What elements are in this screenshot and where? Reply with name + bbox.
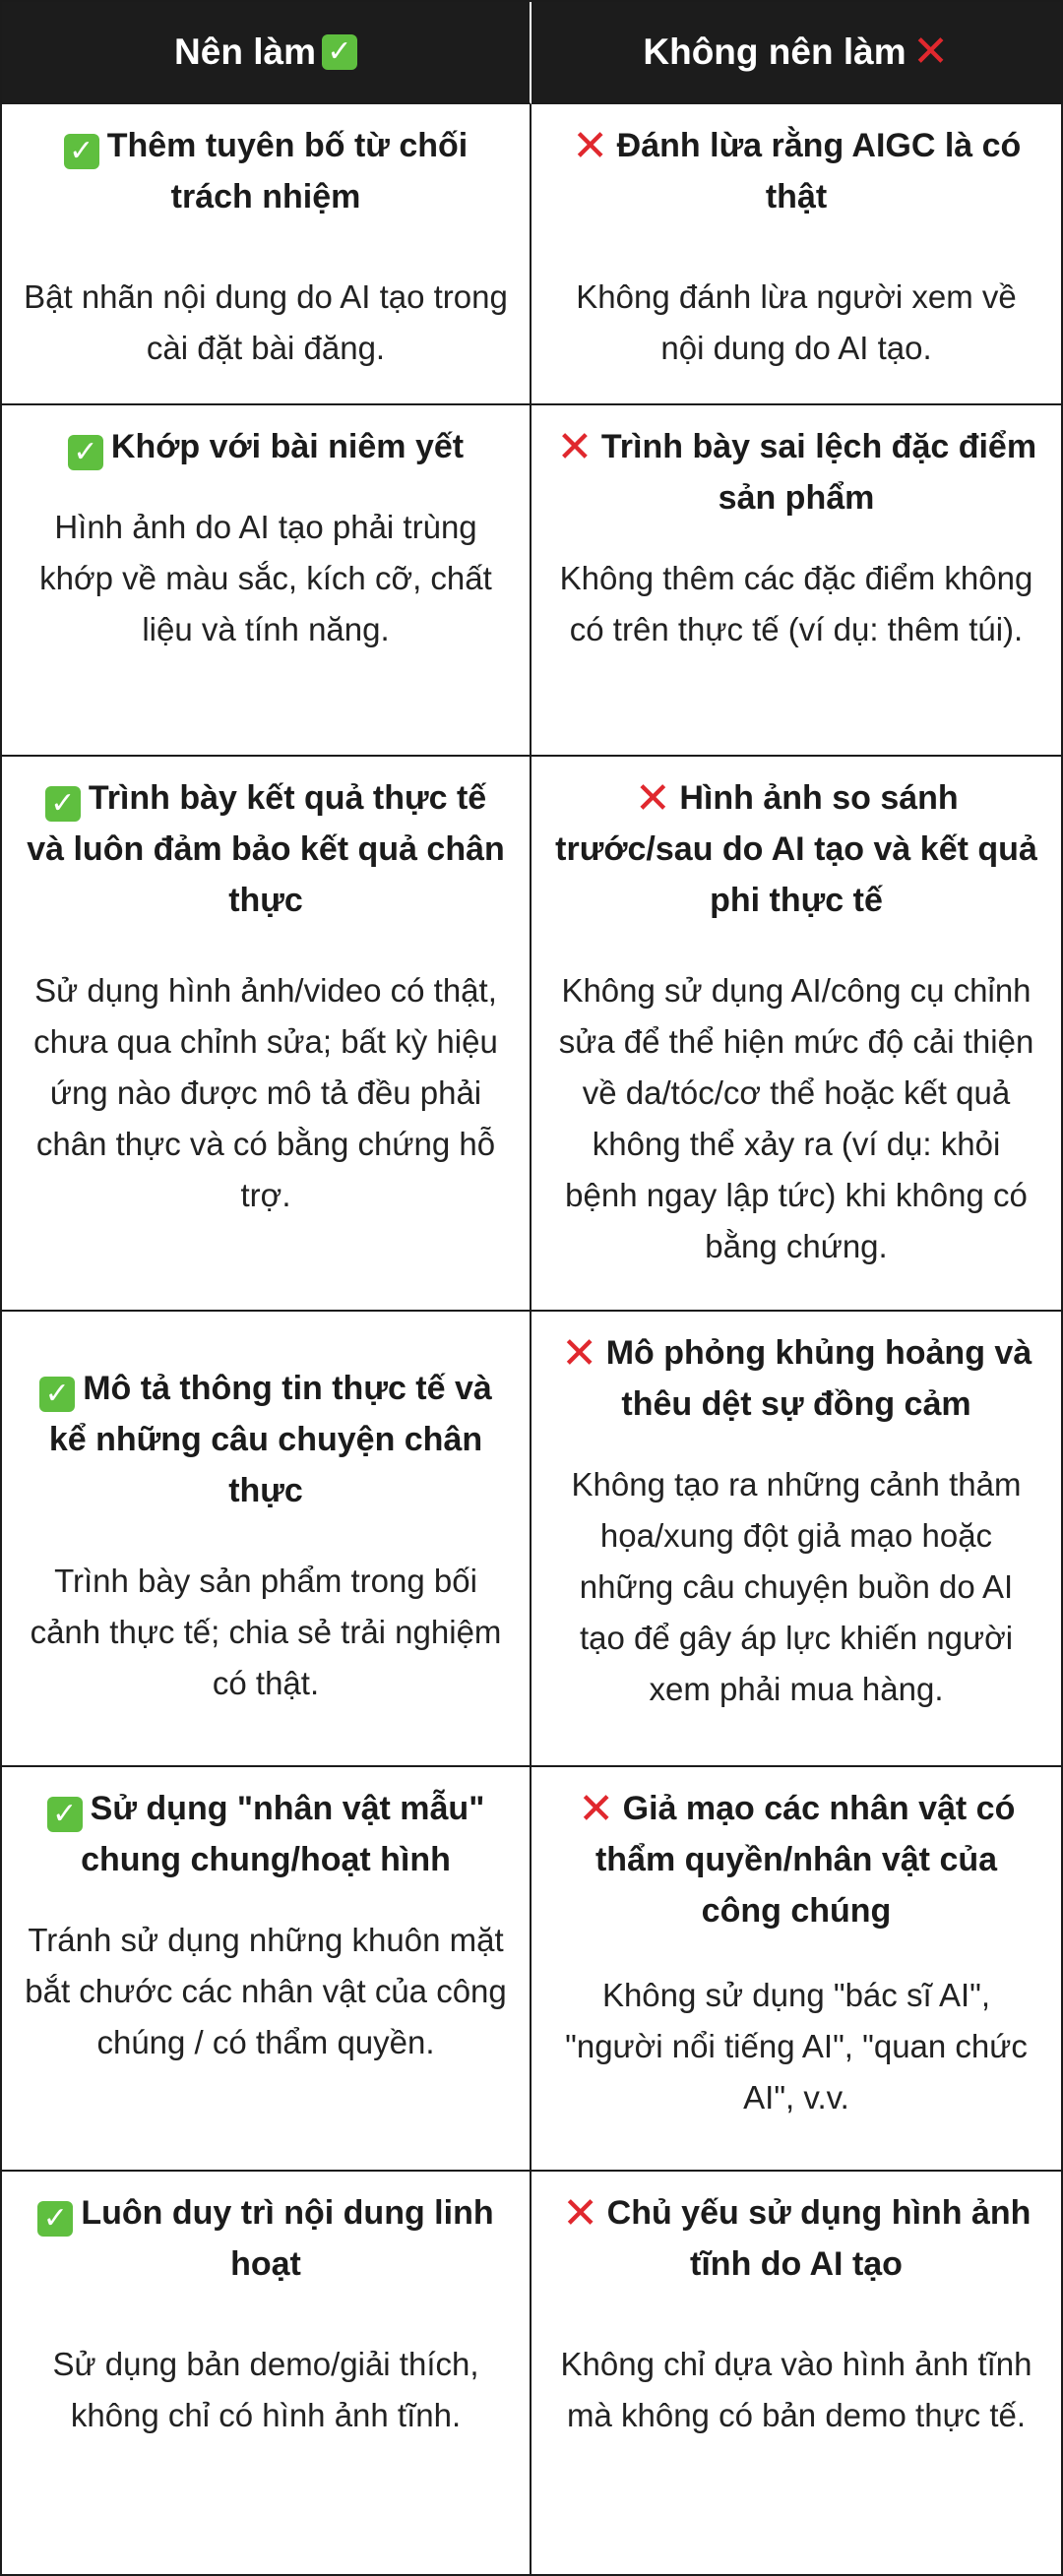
do-cell-6 [2,2172,532,2574]
dont-title-6-text: Chủ yếu sử dụng hình ảnh tĩnh do AI tạo [606,2194,1032,2283]
cross-mark-icon: ✕ [634,774,671,823]
cross-mark-icon: ✕ [561,1329,598,1378]
dont-title-3 [553,772,1039,926]
do-title-3-text: Trình bày kết quả thực tế và luôn đảm bảo kết quả chân thực [27,779,505,919]
dont-title-1 [553,120,1039,222]
cross-mark-icon: ✕ [912,28,950,76]
dont-title-6 [553,2187,1039,2290]
check-mark-icon: ✓ [45,786,81,822]
do-desc-5: Tránh sử dụng những khuôn mặt bắt chước các nhân vật của công chúng / có thẩm quyền. [25,1922,507,2060]
dont-title-5-text: Giả mạo các nhân vật có thẩm quyền/nhân vật của công chúng [594,1790,1016,1930]
dont-desc-3: Không sử dụng AI/công cụ chỉnh sửa để thể hiện mức độ cải thiện về da/tóc/cơ thể hoặc kết quả không thể xảy ra (ví dụ: khỏi bệnh ngay lập tức) khi không có bằng chứng. [558,972,1034,1264]
do-cell-1 [2,104,532,405]
dont-desc-6: Không chỉ dựa vào hình ảnh tĩnh mà không có bản demo thực tế. [560,2346,1032,2433]
do-desc-3: Sử dụng hình ảnh/video có thật, chưa qua chỉnh sửa; bất kỳ hiệu ứng nào được mô tả đều phải chân thực và có bằng chứng hỗ trợ. [33,972,498,1213]
dont-title-3-text: Hình ảnh so sánh trước/sau do AI tạo và kết quả phi thực tế [555,779,1037,919]
do-title-5-text: Sử dụng "nhân vật mẫu" chung chung/hoạt hình [81,1790,485,1878]
dont-cell-3 [532,757,1061,1312]
header-do-label: Nên làm [174,31,316,72]
dont-title-1-text: Đánh lừa rằng AIGC là có thật [616,127,1022,215]
do-desc-6: Sử dụng bản demo/giải thích, không chỉ có hình ảnh tĩnh. [52,2346,479,2433]
do-title-4 [24,1363,508,1516]
header-dont-label: Không nên làm [643,31,907,72]
do-title-4-text: Mô tả thông tin thực tế và kể những câu chuyện chân thực [48,1370,492,1509]
dont-title-2-text: Trình bày sai lệch đặc điểm sản phẩm [600,428,1037,517]
cross-mark-icon: ✕ [572,122,609,170]
check-mark-icon: ✓ [68,435,103,470]
dont-title-4-text: Mô phỏng khủng hoảng và thêu dệt sự đồng cảm [605,1334,1032,1423]
dont-title-4 [553,1327,1039,1430]
check-mark-icon: ✓ [47,1797,83,1832]
do-desc-4: Trình bày sản phẩm trong bối cảnh thực tế; chia sẻ trải nghiệm có thật. [30,1563,502,1701]
check-mark-icon: ✓ [322,34,357,70]
dont-cell-6 [532,2172,1061,2574]
do-title-1-text: Thêm tuyên bố từ chối trách nhiệm [106,127,469,215]
dont-cell-4 [532,1312,1061,1767]
do-title-6 [24,2187,508,2290]
do-cell-5 [2,1767,532,2172]
do-desc-1: Bật nhãn nội dung do AI tạo trong cài đặt bài đăng. [24,278,508,366]
cross-mark-icon: ✕ [556,423,594,471]
check-mark-icon: ✓ [64,134,99,169]
do-title-5 [24,1783,508,1885]
do-title-2-text: Khớp với bài niêm yết [110,428,465,465]
header-dont [532,2,1061,104]
do-title-3 [24,772,508,926]
do-cell-4 [2,1312,532,1767]
do-title-1 [24,120,508,222]
dont-title-5 [553,1783,1039,1936]
dont-title-2 [553,421,1039,523]
dont-cell-2 [532,405,1061,757]
dont-cell-1 [532,104,1061,405]
do-cell-2 [2,405,532,757]
do-title-6-text: Luôn duy trì nội dung linh hoạt [81,2194,494,2283]
cross-mark-icon: ✕ [578,1785,615,1833]
dont-desc-1: Không đánh lừa người xem về nội dung do AI tạo. [576,278,1017,366]
do-title-2 [24,421,508,472]
dont-cell-5 [532,1767,1061,2172]
dont-desc-5: Không sử dụng "bác sĩ AI", "người nổi tiếng AI", "quan chức AI", v.v. [565,1977,1028,2116]
cross-mark-icon: ✕ [562,2189,599,2238]
header-do [2,2,532,104]
do-cell-3 [2,757,532,1312]
dont-desc-4: Không tạo ra những cảnh thảm họa/xung đột giả mạo hoặc những câu chuyện buồn do AI tạo để gây áp lực khiến người xem phải mua hàng. [571,1466,1022,1707]
check-mark-icon: ✓ [37,2201,73,2237]
check-mark-icon: ✓ [39,1377,75,1412]
dont-desc-2: Không thêm các đặc điểm không có trên thực tế (ví dụ: thêm túi). [559,560,1033,647]
do-desc-2: Hình ảnh do AI tạo phải trùng khớp về màu sắc, kích cỡ, chất liệu và tính năng. [39,509,492,647]
